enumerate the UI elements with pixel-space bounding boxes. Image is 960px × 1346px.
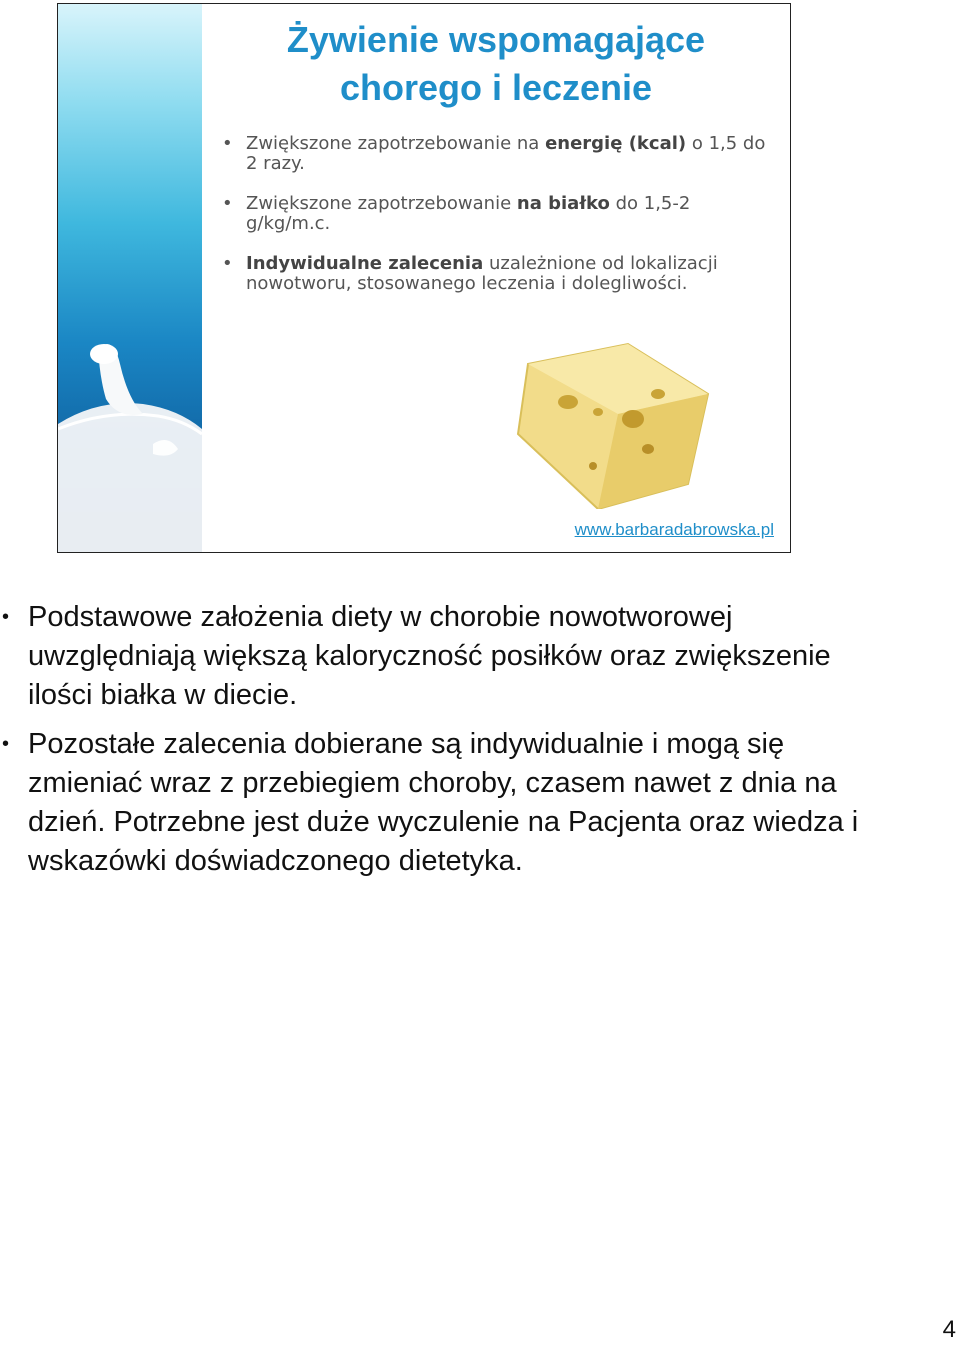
slide-bullet: • Zwiększone zapotrzebowanie na białko do 1,5-2 g/kg/m.c. <box>222 193 691 234</box>
cheese-image <box>498 324 738 509</box>
notes-list <box>0 598 900 891</box>
bullet-dot-icon: • <box>222 133 233 154</box>
bullet-dot-icon: • <box>2 733 10 755</box>
slide-title-line-1: Żywienie wspomagające <box>286 19 706 60</box>
bullet-dot-icon: • <box>222 193 233 214</box>
slide-title <box>202 16 790 112</box>
source-url-link[interactable]: www.barbaradabrowska.pl <box>574 520 774 539</box>
slide-bullet: • Indywidualne zalecenia uzależnione od lokalizacji nowotworu, stosowanego leczenia i dolegliwości. <box>222 253 718 294</box>
note-item <box>0 598 900 715</box>
page-number: 4 <box>942 1316 956 1343</box>
note-text: Pozostałe zalecenia dobierane są indywidualnie i mogą się zmieniać wraz z przebiegiem choroby, czasem nawet z dnia na dzień. Potrzebne jest duże wyczulenie na Pacjenta oraz wiedza i wskazówki doświadczonego dietetyka. <box>28 728 859 877</box>
milk-splash-image <box>58 4 202 552</box>
slide-thumbnail <box>57 3 791 553</box>
bullet-dot-icon: • <box>222 253 233 274</box>
slide-title-line-2: chorego i leczenie <box>339 67 653 108</box>
slide-bullet: • Zwiększone zapotrzebowanie na energię (kcal) o 1,5 do 2 razy. <box>222 133 766 174</box>
note-item <box>0 725 900 881</box>
note-text: Podstawowe założenia diety w chorobie nowotworowej uwzględniają większą kaloryczność posiłków oraz zwiększenie ilości białka w diecie. <box>28 601 831 711</box>
slide-bullet-list <box>218 134 778 314</box>
bullet-dot-icon: • <box>2 606 10 628</box>
